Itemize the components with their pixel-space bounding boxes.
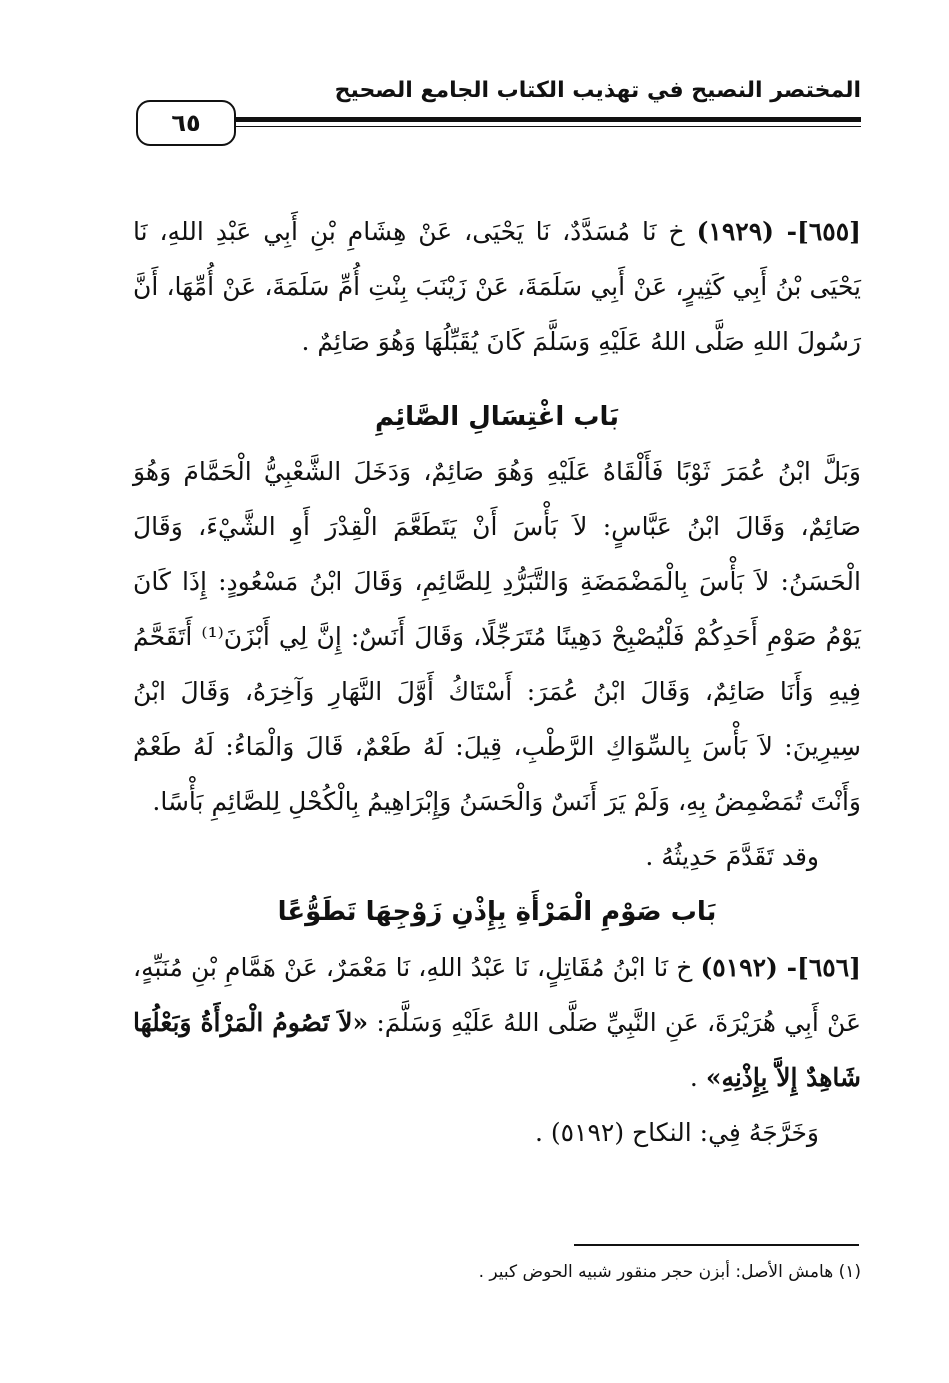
footnote-rule xyxy=(574,1244,859,1246)
hadith-655-text: خ نَا مُسَدَّدٌ، نَا يَحْيَى، عَنْ هِشَامِ بْنِ أَبِي عَبْدِ اللهِ، نَا يَحْيَى بْنُ أَبِي كَثِيرٍ، عَنْ أَبِي سَلَمَةَ، عَنْ زَيْنَبَ بِنْتِ أُمِّ سَلَمَةَ، عَنْ أُمِّهَا، أَنَّ رَسُولَ اللهِ صَلَّى اللهُ عَلَيْهِ وَسَلَّمَ كَانَ يُقَبِّلُهَا وَهُوَ صَائِمٌ . xyxy=(133,217,861,356)
hadith-656-takhrij: وَخَرَّجَهُ فِي: النكاح (٥١٩٢) . xyxy=(534,1118,819,1147)
chapter-1-note: وقد تَقَدَّمَ حَدِيثُهُ . xyxy=(645,842,819,871)
hadith-656-ref: [٦٥٦]- (٥١٩٢) xyxy=(700,953,861,982)
hadith-656-prophetic-quote: «لاَ تَصُومُ الْمَرْأَةُ وَبَعْلُهَا شَاهِدٌ إِلاَّ بِإِذْنِهِ» xyxy=(133,1008,861,1092)
chapter-title-wife-fasting-with-permission: بَاب صَوْمِ الْمَرْأَةِ بِإِذْنِ زَوْجِهَا تَطَوُّعًا xyxy=(277,897,717,927)
header-rule-thick xyxy=(210,117,861,122)
running-title: المختصر النصيح في تهذيب الكتاب الجامع الصحيح xyxy=(334,78,861,103)
hadith-656-end: . xyxy=(689,1063,706,1092)
page-number: ٦٥ xyxy=(136,100,236,146)
hadith-656-paragraph xyxy=(133,940,861,1105)
chapter-title-bathing-of-fasting-person: بَاب اغْتِسَالِ الصَّائِمِ xyxy=(374,402,620,432)
hadith-656-text: خ نَا ابْنُ مُقَاتِلٍ، نَا عَبْدُ اللهِ، نَا مَعْمَرٌ، عَنْ هَمَّامِ بْنِ مُنَبِّهٍ، عَنْ أَبِي هُرَيْرَةَ، عَنِ النَّبِيِّ صَلَّى اللهُ عَلَيْهِ وَسَلَّمَ: xyxy=(133,953,862,1037)
header-rule-thin xyxy=(210,126,861,127)
hadith-656 xyxy=(133,940,861,1160)
hadith-655-ref: [٦٥٥]- (١٩٢٩) xyxy=(696,217,861,246)
footnote-1: (١) هامش الأصل: أبزن حجر منقور شبيه الحوض كبير . xyxy=(478,1262,861,1282)
chapter-1-paragraph: وَبَلَّ ابْنُ عُمَرَ ثَوْبًا فَأَلْقَاهُ عَلَيْهِ وَهُوَ صَائِمٌ، وَدَخَلَ الشَّعْبِيُّ الْحَمَّامَ وَهُوَ صَائِمٌ، وَقَالَ ابْنُ عَبَّاسٍ: لاَ بَأْسَ أَنْ يَتَطَعَّمَ الْقِدْرَ أَوِ الشَّيْءَ، وَقَالَ الْحَسَنُ: لاَ بَأْسَ بِالْمَضْمَضَةِ وَالتَّبَرُّدِ لِلصَّائِمِ، وَقَالَ ابْنُ مَسْعُودٍ: إِذَا كَانَ يَوْمُ صَوْمِ أَحَدِكُمْ فَلْيُصْبِحْ دَهِينًا مُتَرَجِّلًا، وَقَالَ أَنَسٌ: إِنَّ لِي أَبْزَنَ⁽¹⁾ أَتَقَحَّمُ فِيهِ وَأَنَا صَائِمٌ، وَقَالَ ابْنُ عُمَرَ: أَسْتَاكُ أَوَّلَ النَّهَارِ وَآخِرَهُ، وَقَالَ ابْنُ سِيرِينَ: لاَ بَأْسَ بِالسِّوَاكِ الرَّطْبِ، قِيلَ: لَهُ طَعْمٌ، قَالَ وَالْمَاءُ: لَهُ طَعْمٌ وَأَنْتَ تُمَضْمِضُ بِهِ، وَلَمْ يَرَ أَنَسٌ وَالْحَسَنُ وَإِبْرَاهِيمُ بِالْكُحْلِ لِلصَّائِمِ بَأْسًا. xyxy=(133,457,862,816)
hadith-655 xyxy=(133,204,861,369)
chapter-1-body xyxy=(133,444,861,884)
